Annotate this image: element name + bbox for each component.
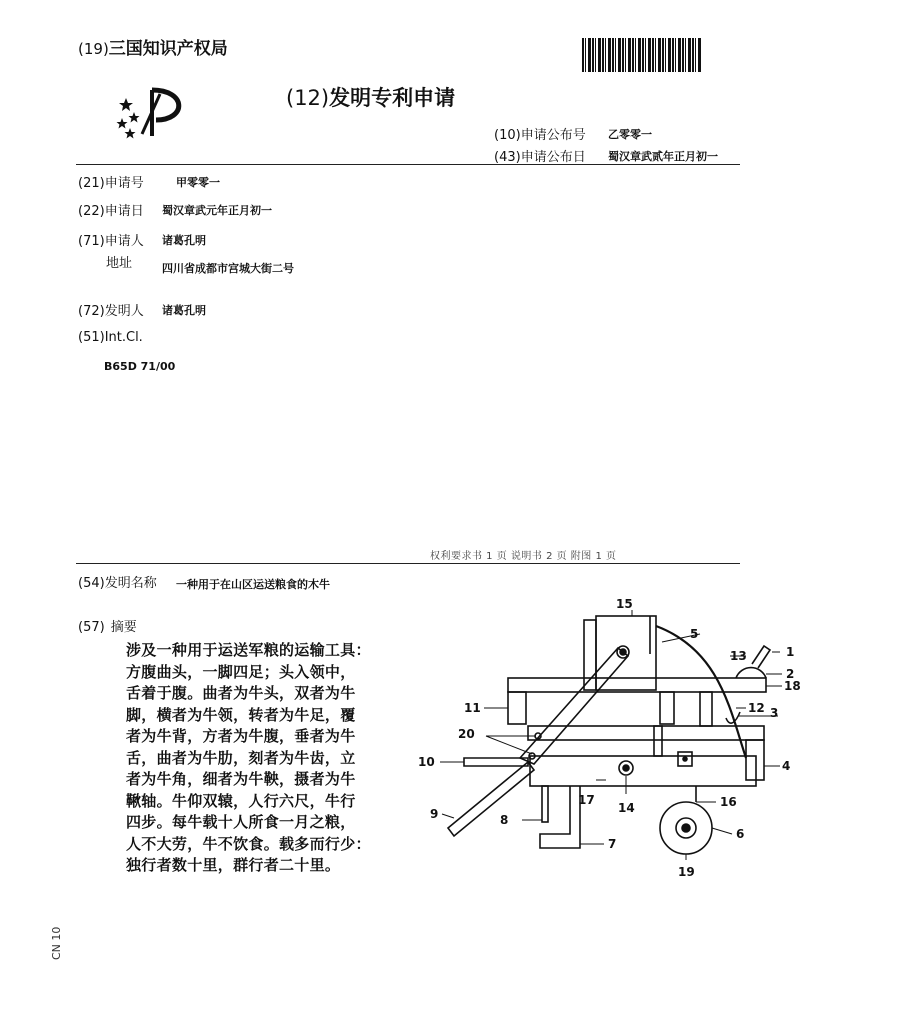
fig-label-20: 20 xyxy=(458,727,475,741)
pub-date-row xyxy=(494,146,586,165)
pages-rule xyxy=(76,563,740,564)
fig-label-15: 15 xyxy=(616,597,633,611)
inventor-value: 诸葛孔明 xyxy=(162,304,206,317)
page-count-info: 权利要求书 1 页 说明书 2 页 附图 1 页 xyxy=(430,551,617,562)
abstract-line: 脚，横者为牛领，转者为牛足，覆 xyxy=(126,705,356,724)
title-code: (54) xyxy=(78,576,105,591)
doc-type-code: (12) xyxy=(286,86,330,110)
title-label: 发明名称 xyxy=(104,576,157,591)
abstract-row xyxy=(78,616,137,635)
app-date-label: 申请日 xyxy=(104,204,144,219)
abstract-line: 者为牛角，细者为牛鞅，摄者为牛 xyxy=(126,770,356,788)
barcode xyxy=(582,38,702,72)
pub-no-value: 乙零零一 xyxy=(608,128,652,141)
inventor-code: (72) xyxy=(78,304,105,319)
abstract-label: 摘要 xyxy=(110,620,137,635)
side-doc-code: CN 10 xyxy=(50,926,63,960)
fig-label-3: 3 xyxy=(770,706,779,720)
inner-post xyxy=(654,726,662,756)
doc-type: 发明专利申请 xyxy=(329,86,456,110)
fig-label-8: 8 xyxy=(500,813,509,827)
fig-label-13: 13 xyxy=(730,649,747,663)
fig-label-11: 11 xyxy=(464,701,481,715)
app-no-code: (21) xyxy=(78,176,105,191)
fig-label-7: 7 xyxy=(608,837,617,851)
handle xyxy=(752,646,770,668)
inventor-label: 发明人 xyxy=(104,304,144,319)
foot xyxy=(540,786,580,848)
diagonal-bar xyxy=(520,648,628,764)
shaft xyxy=(464,758,528,766)
front-leg xyxy=(448,762,534,836)
applicant-code: (71) xyxy=(78,234,105,249)
fig-label-14: 14 xyxy=(618,801,635,815)
middle-beam xyxy=(528,726,764,740)
abstract-line: 舌着于腹。曲者为牛头，双者为牛 xyxy=(126,684,356,702)
applicant-label: 申请人 xyxy=(104,234,144,249)
pub-date-code: (43) xyxy=(494,150,521,165)
applicant-value: 诸葛孔明 xyxy=(162,234,206,247)
doc-type-heading xyxy=(286,82,455,112)
cnipa-logo-icon xyxy=(112,84,192,142)
app-no-label: 申请号 xyxy=(104,176,144,191)
intcl-row xyxy=(78,330,143,345)
fig-label-2: 2 xyxy=(786,667,795,681)
header-rule xyxy=(76,164,740,165)
pub-no-code: (10) xyxy=(494,128,521,143)
chassis xyxy=(530,756,756,786)
peg xyxy=(542,786,548,822)
office-header xyxy=(78,34,228,59)
fig-label-6: 6 xyxy=(736,827,745,841)
fig-label-12: 12 xyxy=(748,701,765,715)
dome xyxy=(736,668,766,678)
address-value: 四川省成都市宫城大街二号 xyxy=(162,262,294,275)
pub-date-label: 申请公布日 xyxy=(520,150,586,165)
inventor-row xyxy=(78,300,144,319)
abstract-line: 者为牛背，方者为牛腹，垂者为牛 xyxy=(126,727,356,745)
mid-post xyxy=(660,692,674,724)
fig-label-4: 4 xyxy=(782,759,791,773)
fig-label-17: 17 xyxy=(578,793,595,807)
app-date-value: 蜀汉章武元年正月初一 xyxy=(162,204,272,217)
fig-label-19: 19 xyxy=(678,865,695,879)
abstract-line: 独行者数十里，群行者二十里。 xyxy=(126,856,341,874)
rear-block xyxy=(746,740,764,780)
intcl-value: B65D 71/00 xyxy=(104,360,176,373)
intcl-label: Int.Cl. xyxy=(104,330,143,345)
abstract-line: 四步。每牛载十人所食一月之粮， xyxy=(126,813,356,831)
right-post xyxy=(700,692,712,726)
fig-label-10: 10 xyxy=(418,755,435,769)
left-post xyxy=(508,692,526,724)
office-name: 三国知识产权局 xyxy=(108,39,228,59)
fig-label-1: 1 xyxy=(786,645,795,659)
fig-label-5: 5 xyxy=(690,627,699,641)
pub-no-label: 申请公布号 xyxy=(520,128,586,143)
title-value: 一种用于在山区运送粮食的木牛 xyxy=(176,578,330,591)
title-row xyxy=(78,572,157,591)
wooden-ox-drawing xyxy=(400,590,820,890)
fig-label-9: 9 xyxy=(430,807,439,821)
fig-label-16: 16 xyxy=(720,795,737,809)
fig-label-18: 18 xyxy=(784,679,801,693)
pub-no-row xyxy=(494,124,586,143)
abstract-line: 舌，曲者为牛肋，刻者为牛齿，立 xyxy=(126,748,356,767)
app-date-row xyxy=(78,200,144,219)
app-no-value: 甲零零一 xyxy=(176,176,220,189)
abstract-line: 人不大劳，牛不饮食。载多而行少： xyxy=(126,834,371,853)
abstract-text xyxy=(126,640,391,877)
office-code: (19) xyxy=(78,40,109,58)
applicant-row xyxy=(78,230,144,249)
address-label: 地址 xyxy=(106,256,133,271)
app-no-row xyxy=(78,172,144,191)
pub-date-value: 蜀汉章武贰年正月初一 xyxy=(608,150,718,163)
abstract-line: 涉及一种用于运送军粮的运输工具： xyxy=(126,641,371,659)
app-date-code: (22) xyxy=(78,204,105,219)
abstract-line: 鞦轴。牛仰双辕，人行六尺，牛行 xyxy=(126,791,356,810)
abstract-code: (57) xyxy=(78,620,105,635)
abstract-line: 方腹曲头，一脚四足；头入领中， xyxy=(126,662,356,681)
intcl-code: (51) xyxy=(78,330,105,345)
